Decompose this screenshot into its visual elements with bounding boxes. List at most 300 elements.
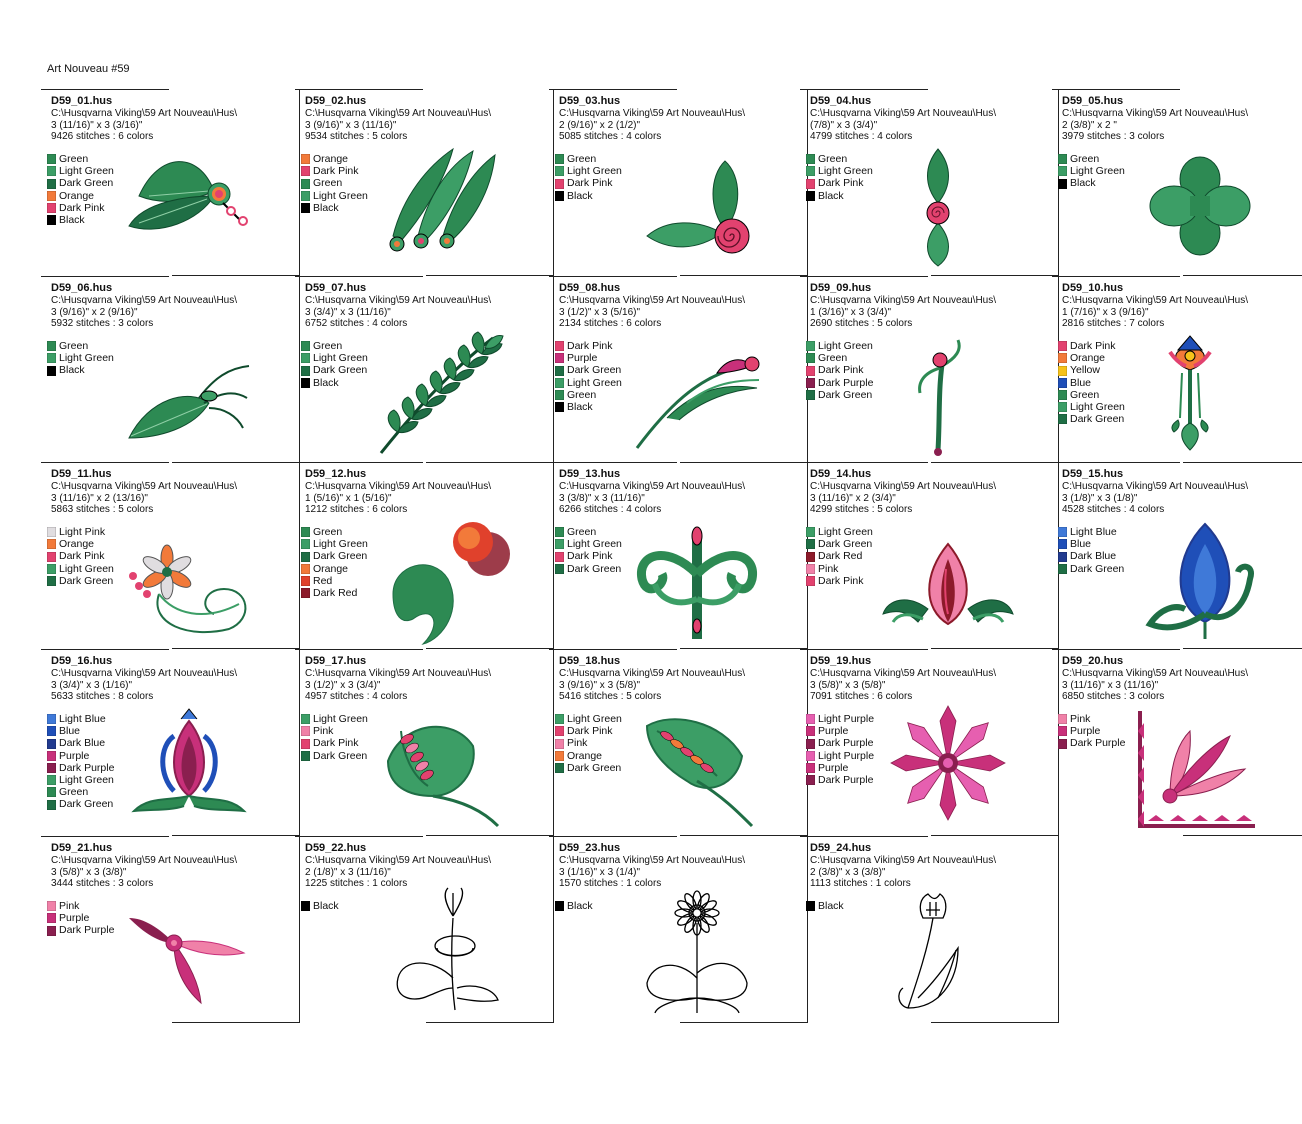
color-legend-row: [1058, 340, 1125, 352]
design-filename: D59_08.hus: [559, 282, 621, 294]
frame-line: [680, 648, 808, 649]
color-name: Green: [567, 388, 597, 401]
color-legend-row: [47, 190, 114, 202]
design-size: 1 (7/16)" x 3 (9/16)": [1062, 306, 1149, 318]
color-swatch: [47, 576, 56, 586]
color-legend-row: [301, 352, 368, 364]
embroidery-design-image: [1130, 701, 1270, 826]
color-swatch: [806, 539, 815, 549]
embroidery-design-image: [119, 141, 259, 266]
design-size: 3 (3/8)" x 3 (11/16)": [559, 492, 645, 504]
color-swatch: [1058, 166, 1067, 176]
embroidery-design-image: [878, 141, 1018, 266]
color-name: Dark Green: [59, 798, 114, 811]
color-legend-row: [47, 750, 114, 762]
color-swatch: [806, 739, 815, 749]
color-name: Pink: [818, 562, 839, 575]
design-info: [810, 855, 996, 890]
color-swatch: [47, 166, 56, 176]
design-stitches: 1212 stitches : 6 colors: [305, 504, 408, 515]
color-legend-row: [806, 774, 874, 786]
color-legend: [806, 153, 873, 202]
design-path: C:\Husqvarna Viking\59 Art Nouveau\Hus\: [1062, 108, 1249, 119]
design-filename: D59_01.hus: [51, 95, 113, 107]
frame-line: [172, 835, 300, 836]
color-legend: [47, 713, 114, 811]
color-legend-row: [301, 750, 368, 762]
frame-line: [680, 835, 808, 836]
design-path: C:\Husqvarna Viking\59 Art Nouveau\Hus\: [559, 481, 746, 492]
color-legend-row: [555, 153, 622, 165]
color-legend-row: [47, 340, 114, 352]
color-name: Dark Purple: [818, 774, 874, 787]
color-name: Green: [567, 153, 597, 165]
design-stitches: 4528 stitches : 4 colors: [1062, 504, 1165, 515]
design-card: [47, 280, 300, 466]
color-swatch: [1058, 726, 1067, 736]
color-swatch: [1058, 366, 1067, 376]
color-name: Dark Pink: [818, 574, 864, 587]
embroidery-design-image: [119, 701, 259, 826]
color-swatch: [555, 726, 564, 736]
design-path: C:\Husqvarna Viking\59 Art Nouveau\Hus\: [559, 295, 746, 306]
color-legend-row: [1058, 177, 1125, 189]
design-stitches: 2134 stitches : 6 colors: [559, 318, 662, 329]
embroidery-design-image: [119, 328, 259, 453]
color-swatch: [806, 714, 815, 724]
color-swatch: [47, 775, 56, 785]
color-legend: [301, 153, 368, 214]
design-size: 3 (11/16)" x 2 (3/4)": [810, 492, 896, 504]
design-size: 3 (9/16)" x 2 (9/16)": [51, 306, 138, 318]
color-name: Dark Green: [567, 562, 622, 575]
color-swatch: [47, 353, 56, 363]
color-swatch: [806, 726, 815, 736]
color-legend-row: [301, 550, 368, 562]
color-legend-row: [555, 526, 622, 538]
color-legend-row: [806, 725, 874, 737]
color-name: Green: [818, 352, 848, 365]
color-name: Light Green: [313, 352, 368, 365]
color-swatch: [47, 564, 56, 574]
color-swatch: [47, 154, 56, 164]
color-name: Dark Red: [313, 587, 358, 600]
embroidery-design-image: [373, 701, 513, 826]
design-filename: D59_12.hus: [305, 468, 367, 480]
design-filename: D59_13.hus: [559, 468, 621, 480]
color-swatch: [806, 179, 815, 189]
color-name: Green: [1070, 153, 1100, 165]
color-legend: [806, 900, 844, 912]
color-name: Light Green: [818, 165, 873, 178]
color-swatch: [301, 353, 310, 363]
design-stitches: 1113 stitches : 1 colors: [810, 878, 911, 889]
design-info: [559, 295, 745, 330]
color-name: Green: [818, 153, 848, 165]
frame-line: [553, 836, 554, 1022]
color-legend-row: [1058, 364, 1125, 376]
design-card: [1058, 280, 1302, 466]
frame-line: [931, 462, 1059, 463]
color-name: Dark Blue: [59, 737, 106, 750]
color-swatch: [1058, 154, 1067, 164]
color-legend-row: [301, 725, 368, 737]
design-size: 1 (3/16)" x 3 (3/4)": [810, 306, 892, 318]
color-swatch: [1058, 390, 1067, 400]
color-name: Light Green: [59, 774, 114, 787]
design-card: [47, 653, 300, 839]
design-card: [806, 840, 1059, 1026]
color-legend-row: [47, 538, 114, 550]
design-stitches: 5633 stitches : 8 colors: [51, 691, 154, 702]
color-swatch: [806, 552, 815, 562]
color-legend-row: [806, 165, 873, 177]
embroidery-design-image: [627, 701, 767, 826]
color-swatch: [806, 901, 815, 911]
color-name: Dark Green: [567, 364, 622, 377]
color-name: Dark Purple: [1070, 737, 1126, 750]
color-legend-row: [47, 550, 114, 562]
frame-line: [426, 648, 554, 649]
color-legend-row: [301, 538, 368, 550]
design-filename: D59_18.hus: [559, 655, 621, 667]
frame-line: [553, 89, 554, 275]
color-legend: [1058, 526, 1124, 575]
design-info: [51, 855, 237, 890]
design-filename: D59_10.hus: [1062, 282, 1124, 294]
color-legend-row: [47, 165, 114, 177]
color-swatch: [806, 191, 815, 201]
frame-line: [426, 1022, 554, 1023]
color-swatch: [555, 763, 564, 773]
embroidery-design-image: [373, 888, 513, 1013]
color-swatch: [806, 527, 815, 537]
color-swatch: [47, 739, 56, 749]
color-legend-row: [301, 587, 368, 599]
frame-line: [931, 275, 1059, 276]
color-legend-row: [1058, 563, 1124, 575]
design-card: [301, 653, 554, 839]
color-legend-row: [1058, 401, 1125, 413]
color-legend-row: [47, 900, 114, 912]
color-legend-row: [555, 177, 622, 189]
color-swatch: [555, 714, 564, 724]
color-legend-row: [47, 725, 114, 737]
color-legend-row: [555, 364, 622, 376]
embroidery-design-image: [373, 514, 513, 639]
color-name: Light Green: [59, 562, 114, 575]
design-size: 3 (5/8)" x 3 (5/8)": [810, 679, 886, 691]
embroidery-design-image: [119, 514, 259, 639]
color-legend-row: [555, 352, 622, 364]
frame-line: [41, 276, 169, 277]
color-legend: [301, 526, 368, 599]
design-size: 3 (9/16)" x 3 (11/16)": [305, 119, 397, 131]
color-legend-row: [301, 202, 368, 214]
color-legend-row: [806, 526, 873, 538]
color-legend-row: [806, 762, 874, 774]
color-legend-row: [47, 575, 114, 587]
frame-line: [41, 649, 169, 650]
color-swatch: [1058, 402, 1067, 412]
frame-line: [172, 648, 300, 649]
embroidery-design-image: [373, 141, 513, 266]
color-legend-row: [301, 177, 368, 189]
color-legend-row: [555, 165, 622, 177]
color-swatch: [47, 926, 56, 936]
design-info: [51, 295, 237, 330]
color-name: Black: [59, 214, 85, 227]
color-name: Green: [59, 340, 89, 352]
color-name: Light Green: [567, 713, 622, 725]
design-path: C:\Husqvarna Viking\59 Art Nouveau\Hus\: [810, 855, 997, 866]
design-stitches: 4299 stitches : 5 colors: [810, 504, 913, 515]
color-swatch: [301, 341, 310, 351]
frame-line: [172, 275, 300, 276]
color-swatch: [301, 366, 310, 376]
design-size: 2 (3/8)" x 2 ": [1062, 119, 1117, 131]
color-swatch: [806, 564, 815, 574]
color-swatch: [301, 191, 310, 201]
design-info: [559, 855, 745, 890]
frame-line: [299, 649, 300, 835]
color-legend: [555, 526, 622, 575]
frame-line: [172, 462, 300, 463]
color-legend-row: [301, 900, 339, 912]
design-filename: D59_14.hus: [810, 468, 872, 480]
color-legend-row: [1058, 153, 1125, 165]
color-swatch: [555, 539, 564, 549]
color-legend: [47, 526, 114, 587]
color-legend-row: [555, 550, 622, 562]
color-swatch: [47, 203, 56, 213]
color-legend-row: [806, 713, 874, 725]
color-legend: [806, 526, 873, 587]
design-info: [305, 108, 491, 143]
color-name: Green: [313, 526, 343, 538]
design-size: 2 (1/8)" x 3 (11/16)": [305, 866, 391, 878]
color-name: Dark Pink: [567, 725, 613, 738]
color-name: Purple: [59, 912, 90, 925]
design-info: [1062, 295, 1248, 330]
design-path: C:\Husqvarna Viking\59 Art Nouveau\Hus\: [1062, 668, 1249, 679]
color-legend: [301, 900, 339, 912]
embroidery-design-image: [878, 328, 1018, 453]
color-name: Light Green: [59, 165, 114, 178]
design-size: 1 (5/16)" x 1 (5/16)": [305, 492, 392, 504]
design-size: 3 (1/2)" x 3 (5/16)": [559, 306, 641, 318]
design-info: [810, 481, 996, 516]
color-legend-row: [301, 377, 368, 389]
color-legend-row: [47, 912, 114, 924]
color-legend-row: [555, 762, 622, 774]
design-card: [1058, 653, 1302, 839]
color-legend-row: [301, 165, 368, 177]
color-legend-row: [301, 575, 368, 587]
color-swatch: [301, 726, 310, 736]
design-info: [51, 108, 237, 143]
design-filename: D59_20.hus: [1062, 655, 1124, 667]
design-info: [51, 668, 237, 703]
design-card: [47, 466, 300, 652]
color-legend-row: [47, 737, 114, 749]
color-swatch: [1058, 341, 1067, 351]
color-legend-row: [47, 177, 114, 189]
color-swatch: [555, 341, 564, 351]
color-swatch: [806, 154, 815, 164]
color-name: Light Green: [567, 538, 622, 551]
color-name: Orange: [59, 189, 95, 202]
color-legend-row: [806, 364, 873, 376]
embroidery-design-image: [627, 888, 767, 1013]
design-info: [810, 668, 996, 703]
color-legend-row: [301, 190, 368, 202]
color-legend-row: [1058, 389, 1125, 401]
color-swatch: [301, 166, 310, 176]
color-swatch: [47, 191, 56, 201]
color-name: Green: [59, 153, 89, 165]
color-name: Black: [313, 900, 339, 912]
color-legend-row: [555, 725, 622, 737]
color-legend: [555, 713, 622, 774]
frame-line: [295, 276, 423, 277]
color-name: Orange: [59, 538, 95, 551]
color-legend-row: [806, 190, 873, 202]
design-size: 3 (1/8)" x 3 (1/8)": [1062, 492, 1138, 504]
embroidery-design-image: [627, 141, 767, 266]
color-name: Pink: [1070, 713, 1091, 725]
design-filename: D59_04.hus: [810, 95, 872, 107]
color-legend: [806, 713, 874, 786]
frame-line: [295, 836, 423, 837]
color-name: Light Pink: [59, 526, 106, 538]
color-swatch: [806, 576, 815, 586]
design-filename: D59_24.hus: [810, 842, 872, 854]
color-legend-row: [1058, 737, 1125, 749]
color-legend-row: [1058, 526, 1124, 538]
design-card: [806, 93, 1059, 279]
design-card: [555, 280, 808, 466]
design-path: C:\Husqvarna Viking\59 Art Nouveau\Hus\: [559, 855, 746, 866]
design-path: C:\Husqvarna Viking\59 Art Nouveau\Hus\: [1062, 481, 1249, 492]
design-stitches: 2690 stitches : 5 colors: [810, 318, 913, 329]
frame-line: [1183, 835, 1302, 836]
frame-line: [426, 275, 554, 276]
color-swatch: [47, 726, 56, 736]
frame-line: [800, 89, 928, 90]
color-name: Dark Green: [313, 364, 368, 377]
frame-line: [426, 835, 554, 836]
design-info: [305, 295, 491, 330]
color-name: Dark Pink: [59, 550, 105, 563]
color-legend-row: [301, 340, 368, 352]
color-legend-row: [806, 153, 873, 165]
color-name: Dark Green: [59, 177, 114, 190]
design-size: 2 (3/8)" x 3 (3/8)": [810, 866, 886, 878]
frame-line: [800, 836, 928, 837]
color-name: Purple: [818, 725, 849, 738]
color-swatch: [806, 366, 815, 376]
color-swatch: [1058, 179, 1067, 189]
frame-line: [426, 462, 554, 463]
color-swatch: [806, 751, 815, 761]
color-name: Purple: [818, 761, 849, 774]
design-stitches: 5863 stitches : 5 colors: [51, 504, 154, 515]
frame-line: [1052, 89, 1180, 90]
design-card: [555, 93, 808, 279]
design-card: [1058, 466, 1302, 652]
color-legend-row: [555, 737, 622, 749]
design-info: [559, 668, 745, 703]
design-info: [305, 481, 491, 516]
color-name: Dark Pink: [1070, 340, 1116, 352]
color-legend-row: [806, 563, 873, 575]
embroidery-design-image: [627, 514, 767, 639]
design-card: [555, 466, 808, 652]
color-legend-row: [806, 352, 873, 364]
design-info: [1062, 108, 1248, 143]
design-path: C:\Husqvarna Viking\59 Art Nouveau\Hus\: [810, 481, 997, 492]
color-name: Light Green: [818, 526, 873, 538]
color-swatch: [1058, 552, 1067, 562]
frame-line: [1183, 275, 1302, 276]
color-name: Green: [313, 340, 343, 352]
design-stitches: 4799 stitches : 4 colors: [810, 131, 913, 142]
design-filename: D59_19.hus: [810, 655, 872, 667]
color-legend-row: [806, 377, 873, 389]
design-path: C:\Husqvarna Viking\59 Art Nouveau\Hus\: [305, 108, 492, 119]
design-info: [305, 855, 491, 890]
color-name: Dark Pink: [567, 340, 613, 352]
color-name: Light Green: [1070, 401, 1125, 414]
color-legend-row: [301, 737, 368, 749]
color-name: Black: [567, 189, 593, 202]
color-swatch: [555, 739, 564, 749]
design-filename: D59_05.hus: [1062, 95, 1124, 107]
design-info: [559, 481, 745, 516]
color-swatch: [301, 576, 310, 586]
embroidery-design-image: [373, 328, 513, 453]
color-swatch: [301, 564, 310, 574]
color-name: Light Green: [818, 340, 873, 352]
design-card: [555, 653, 808, 839]
color-legend: [301, 340, 368, 389]
frame-line: [680, 1022, 808, 1023]
design-filename: D59_15.hus: [1062, 468, 1124, 480]
color-legend-row: [555, 563, 622, 575]
color-legend-row: [806, 550, 873, 562]
color-name: Dark Pink: [567, 550, 613, 563]
frame-line: [800, 276, 928, 277]
design-card: [806, 280, 1059, 466]
design-filename: D59_02.hus: [305, 95, 367, 107]
color-legend-row: [1058, 725, 1125, 737]
color-legend-row: [1058, 165, 1125, 177]
design-filename: D59_09.hus: [810, 282, 872, 294]
color-swatch: [47, 552, 56, 562]
design-size: 3 (3/4)" x 3 (11/16)": [305, 306, 391, 318]
color-legend-row: [806, 177, 873, 189]
frame-line: [299, 89, 300, 275]
page-title: Art Nouveau #59: [47, 63, 130, 75]
design-size: 3 (3/4)" x 3 (1/16)": [51, 679, 133, 691]
frame-line: [41, 836, 169, 837]
color-legend-row: [47, 786, 114, 798]
design-card: [47, 840, 300, 1026]
design-path: C:\Husqvarna Viking\59 Art Nouveau\Hus\: [51, 108, 238, 119]
color-swatch: [555, 527, 564, 537]
color-swatch: [555, 552, 564, 562]
